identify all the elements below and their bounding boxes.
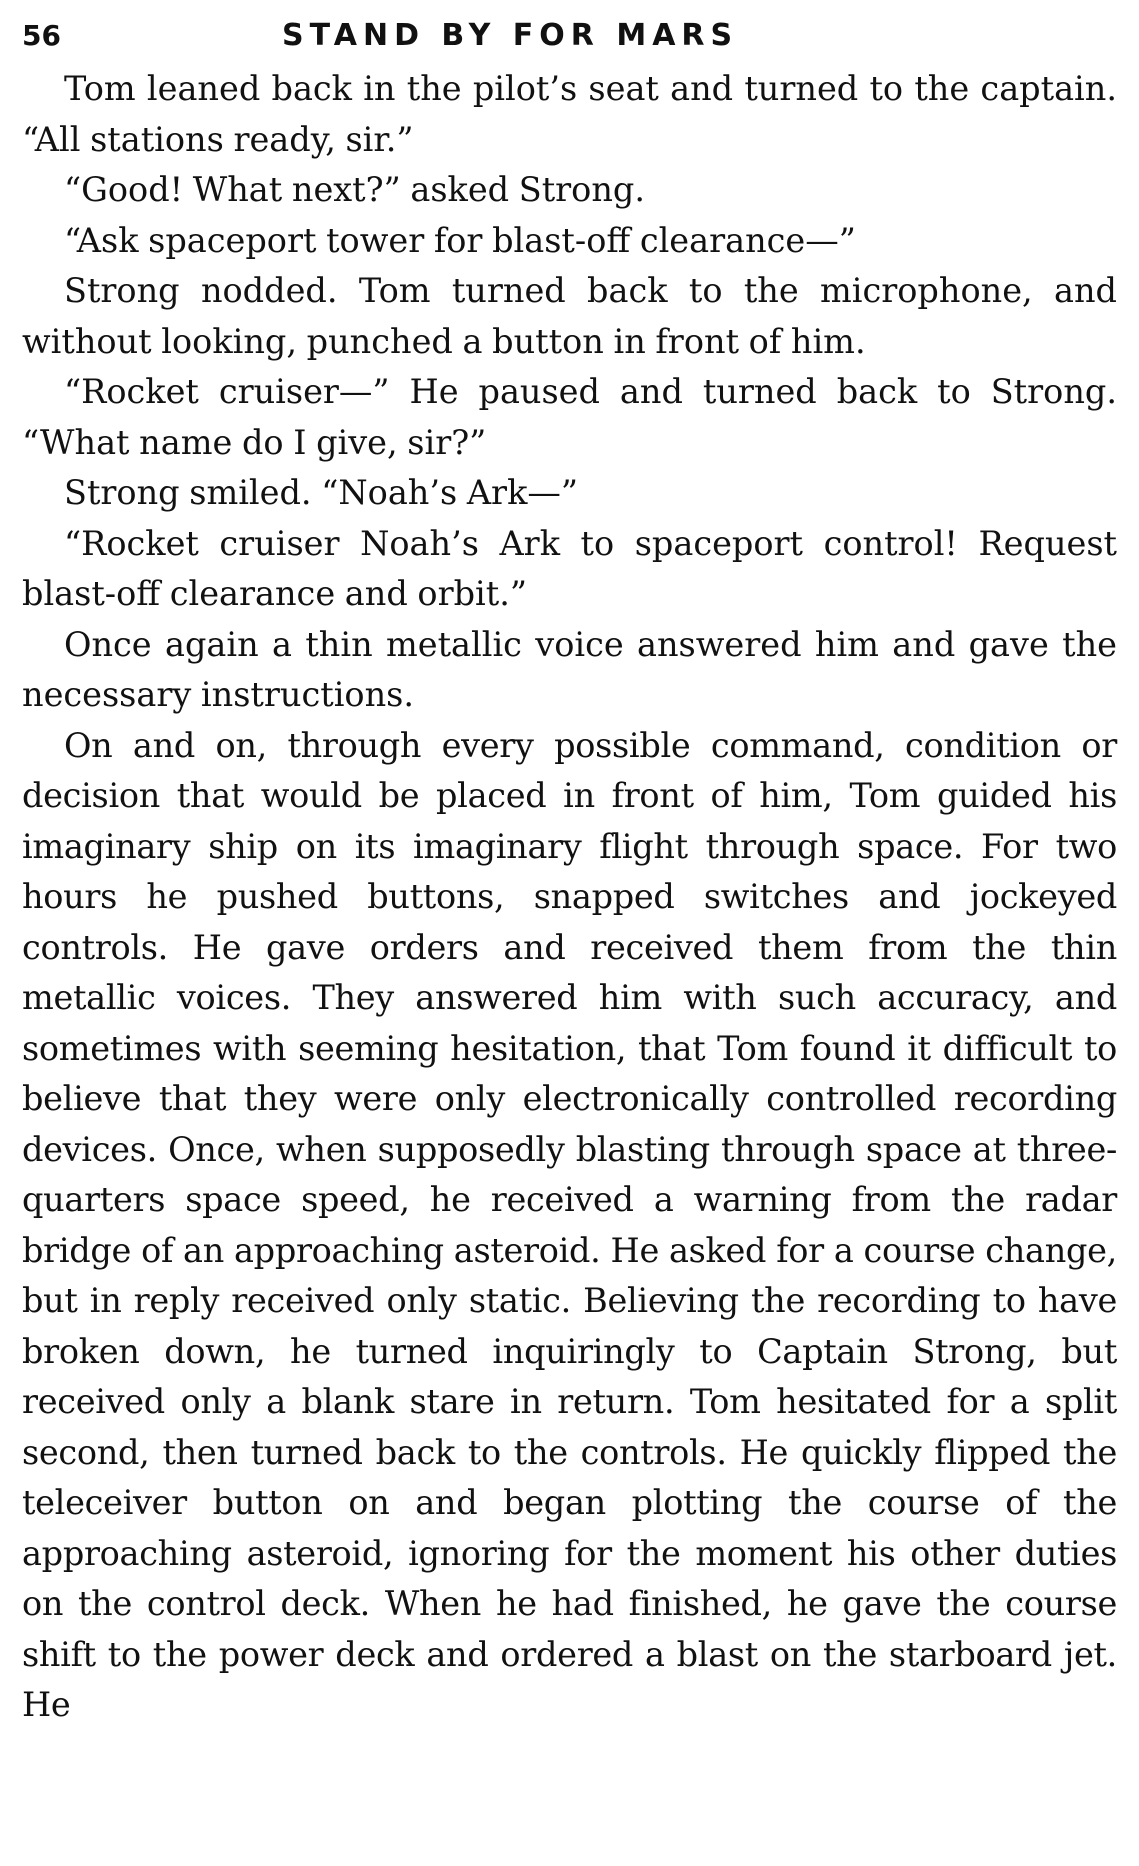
body-text [22, 64, 1117, 1731]
paragraph: “Rocket cruiser—” He paused and turned back to Strong. “What name do I give, sir?” [22, 372, 1117, 462]
paragraph: On and on, through every possible command, condition or decision that would be placed in front of him, Tom guided his imaginary ship on its imaginary flight through space. For two hours he pushed buttons, snapped switches and jockeyed controls. He gave orders and received them from the thin metallic voices. They answered him with such accuracy, and sometimes with seeming hesitation, that Tom found it difficult to believe that they were only electronically controlled recording devices. Once, when supposedly blasting through space at three-quarters space speed, he received a warning from the radar bridge of an approaching asteroid. He asked for a course change, but in reply received only static. Believing the recording to have broken down, he turned inquiringly to Captain Strong, but received only a blank stare in return. Tom hesitated for a split second, then turned back to the controls. He quickly flipped the teleceiver button on and began plotting the course of the approaching asteroid, ignoring for the moment his other duties on the control deck. When he had finished, he gave the course shift to the power deck and ordered a blast on the starboard jet. He [22, 725, 1117, 1724]
page-header [22, 18, 1117, 64]
paragraph: Strong smiled. “Noah’s Ark—” [64, 473, 578, 512]
running-title: STAND BY FOR MARS [282, 18, 739, 53]
paragraph: “Good! What next?” asked Strong. [64, 170, 646, 209]
paragraph: Tom leaned back in the pilot’s seat and turned to the captain. “All stations ready, sir.” [22, 69, 1117, 159]
paragraph: “Rocket cruiser Noah’s Ark to spaceport control! Request blast-off clearance and orbit.” [22, 523, 1117, 613]
paragraph: Once again a thin metallic voice answered him and gave the necessary instructions. [22, 624, 1117, 714]
paragraph: “Ask spaceport tower for blast-off clearance—” [64, 220, 856, 260]
page-number: 56 [22, 19, 61, 52]
paragraph: Strong nodded. Tom turned back to the microphone, and without looking, punched a button in front of him. [22, 271, 1117, 361]
book-page [22, 18, 1117, 1731]
